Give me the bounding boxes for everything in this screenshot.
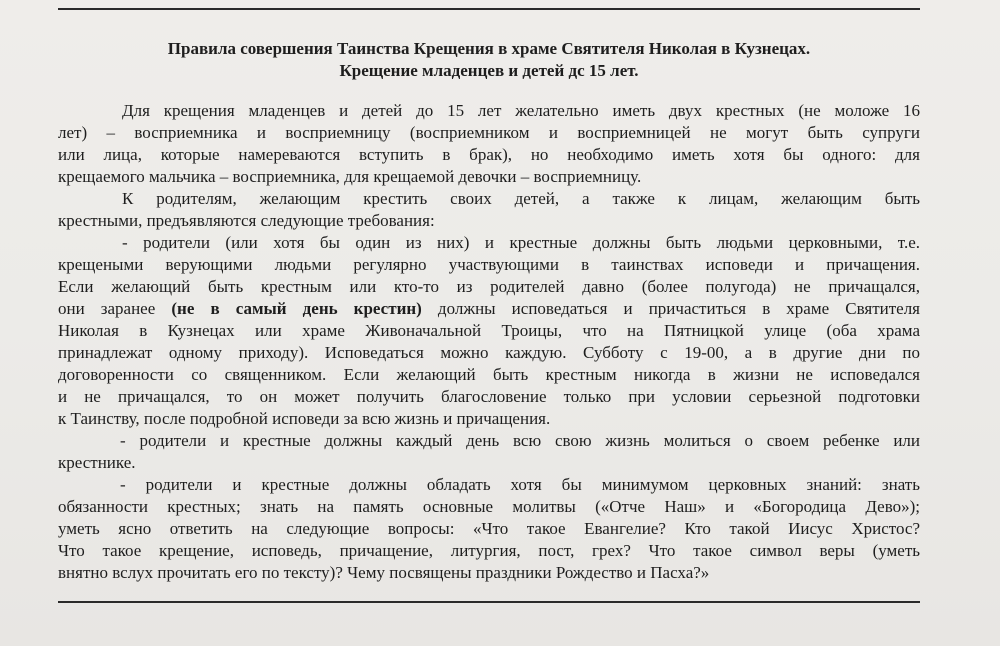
text-line: Для крещения младенцев и детей до 15 лет желательно иметь двух крестных (не моложе 16 <box>122 101 920 120</box>
bottom-rule <box>58 601 920 603</box>
text-line: и не причащался, то он может получить благословение только при условии серьезной подготовки <box>58 387 920 406</box>
emphasis-text: (не в самый день крестин) <box>171 299 422 318</box>
text-line: Что такое крещение, исповедь, причащение, литургия, пост, грех? Что такое символ веры (уметь <box>58 541 920 560</box>
text-line: - родители (или хотя бы один из них) и крестные должны быть людьми церковными, т.е. <box>122 233 920 252</box>
text-line-emphasis <box>58 298 920 320</box>
text-line: принадлежат одному приходу). Исповедаться можно каждую. Субботу с 19-00, а в другие дни по <box>58 343 920 362</box>
text-line: обязанности крестных; знать на память основные молитвы («Отче Наш» и «Богородица Дево»); <box>58 497 920 516</box>
title-line-1: Правила совершения Таинства Крещения в храме Святителя Николая в Кузнецах. <box>167 39 811 58</box>
text-line: - родители и крестные должны обладать хотя бы минимумом церковных знаний: знать <box>120 475 920 494</box>
text-line: - родители и крестные должны каждый день всю свою жизнь молиться о своем ребенке или <box>120 431 920 450</box>
text-line: внятно вслух прочитать его по тексту)? Чему посвящены праздники Рождество и Пасха?» <box>58 563 710 582</box>
text-line: к Таинству, после подробной исповеди за всю жизнь и причащения. <box>58 409 551 428</box>
text-line: Если желающий быть крестным или кто-то из родителей давно (более полугода) не причащался, <box>58 277 920 296</box>
text-line: Николая в Кузнецах или храме Живоначальной Троицы, что на Пятницкой улице (оба храма <box>58 321 920 340</box>
document-body <box>58 100 920 584</box>
text-line: или лица, которые намереваются вступить в брак), но необходимо иметь хотя бы одного: для <box>58 145 920 164</box>
top-rule <box>58 8 920 10</box>
text-fragment: они заранее <box>58 299 172 318</box>
text-line: крещаемого мальчика – восприемника, для крещаемой девочки – восприемницу. <box>58 167 642 186</box>
title-line-2: Крещение младенцев и детей дс 15 лет. <box>339 61 639 80</box>
text-line: крестными, предъявляются следующие требования: <box>58 211 435 230</box>
text-line: уметь ясно ответить на следующие вопросы: «Что такое Евангелие? Кто такой Иисус Христос? <box>58 519 920 538</box>
text-line: крещеными верующими людьми регулярно участвующими в таинствах исповеди и причащения. <box>58 255 920 274</box>
text-line: лет) – восприемника и восприемницу (восприемником и восприемницей не могут быть супруги <box>58 123 920 142</box>
text-line: крестнике. <box>58 453 136 472</box>
text-line: договоренности со священником. Если желающий быть крестным никогда в жизни не исповедался <box>58 365 920 384</box>
text-line: К родителям, желающим крестить своих детей, а также к лицам, желающим быть <box>122 189 920 208</box>
document-title <box>58 38 920 82</box>
text-fragment: должны исповедаться и причаститься в храме Святителя <box>421 299 920 318</box>
